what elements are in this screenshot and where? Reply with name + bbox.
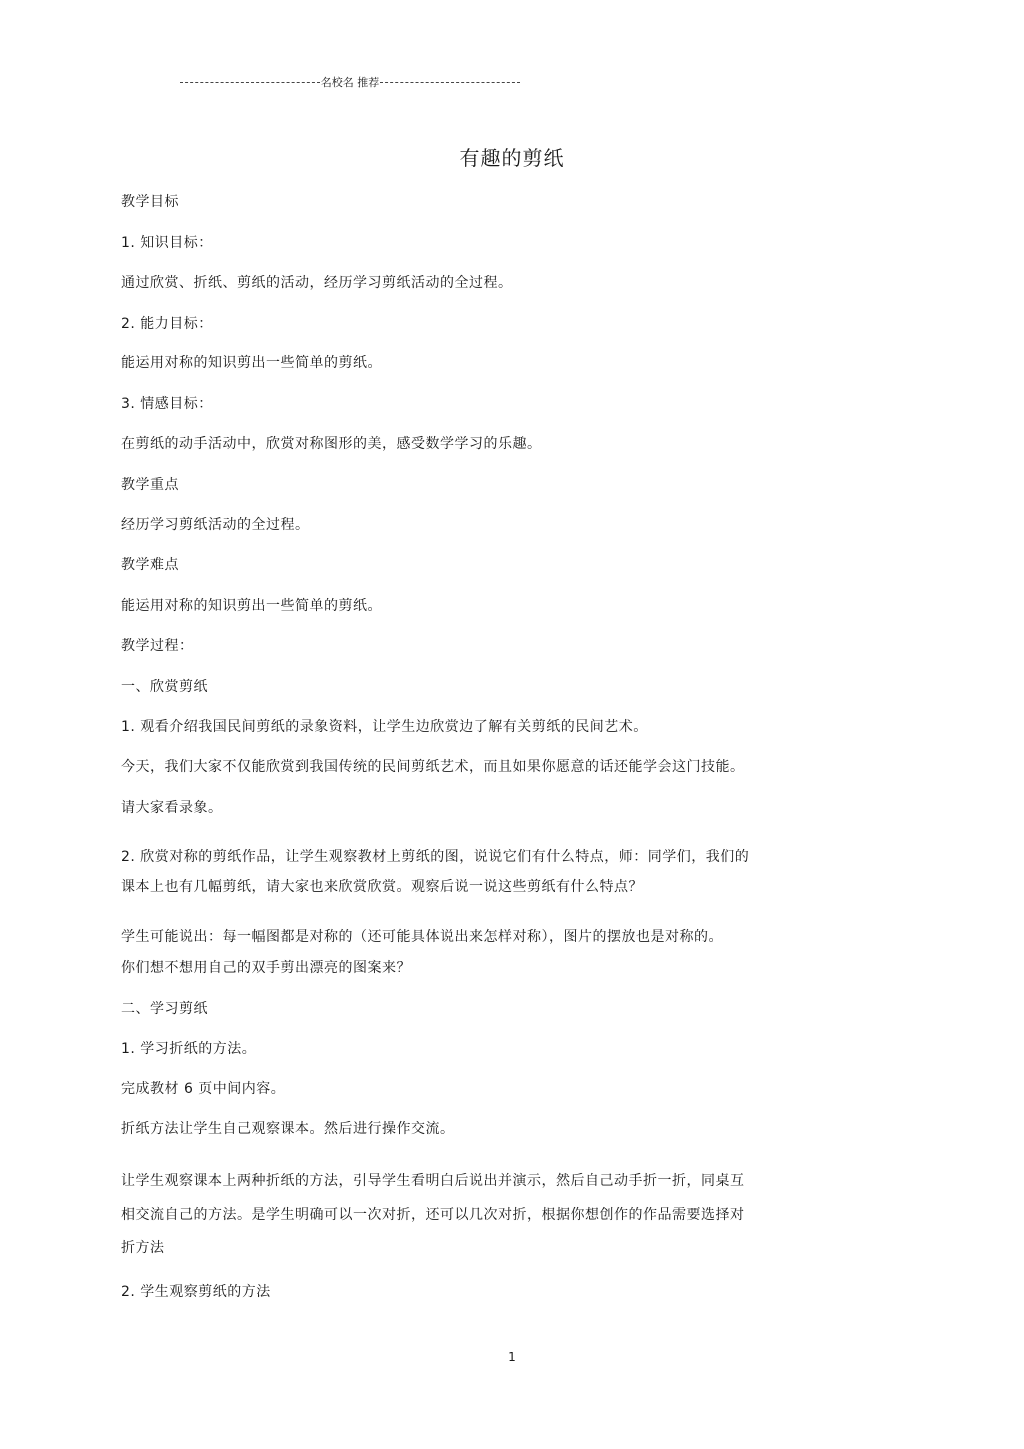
text-line: 今天，我们大家不仅能欣赏到我国传统的民间剪纸艺术，而且如果你愿意的话还能学会这门技能。 [121,759,745,775]
section-heading: 二、学习剪纸 [121,1001,208,1017]
header-dash-right [380,82,520,83]
heading-objectives: 教学目标 [121,194,179,210]
header-text: 名校名 推荐 [320,76,380,89]
text-line: 相交流自己的方法。是学生明确可以一次对折，还可以几次对折，根据你想创作的作品需要选择对 [121,1207,745,1223]
text-line: 完成教材 6 页中间内容。 [121,1081,286,1097]
text-line: 1. 知识目标： [121,235,213,251]
text-line: 学生可能说出：每一幅图都是对称的（还可能具体说出来怎样对称），图片的摆放也是对称的。 [121,929,723,945]
heading-key-points: 教学重点 [121,477,179,493]
text-line: 1. 学习折纸的方法。 [121,1041,257,1057]
text-line: 2. 欣赏对称的剪纸作品，让学生观察教材上剪纸的图，说说它们有什么特点，师：同学们，我们的 [121,849,750,865]
section-heading: 一、欣赏剪纸 [121,679,208,695]
text-line: 通过欣赏、折纸、剪纸的活动，经历学习剪纸活动的全过程。 [121,275,513,291]
heading-difficulties: 教学难点 [121,557,179,573]
header-dash-left [180,82,320,83]
text-line: 让学生观察课本上两种折纸的方法，引导学生看明白后说出并演示，然后自己动手折一折，同桌互 [121,1173,745,1189]
text-line: 请大家看录象。 [121,800,223,816]
page-number: 1 [508,1350,516,1364]
text-line: 课本上也有几幅剪纸，请大家也来欣赏欣赏。观察后说一说这些剪纸有什么特点？ [121,879,643,895]
text-line: 3. 情感目标： [121,396,213,412]
heading-process: 教学过程： [121,638,194,654]
text-line: 在剪纸的动手活动中，欣赏对称图形的美，感受数学学习的乐趣。 [121,436,542,452]
text-line: 折纸方法让学生自己观察课本。然后进行操作交流。 [121,1121,455,1137]
text-line: 2. 学生观察剪纸的方法 [121,1284,271,1300]
text-line: 折方法 [121,1240,165,1256]
page-title: 有趣的剪纸 [459,146,565,170]
text-line: 能运用对称的知识剪出一些简单的剪纸。 [121,355,382,371]
text-line: 1. 观看介绍我国民间剪纸的录象资料，让学生边欣赏边了解有关剪纸的民间艺术。 [121,719,648,735]
text-line: 2. 能力目标： [121,316,213,332]
page-header [180,74,520,90]
text-line: 经历学习剪纸活动的全过程。 [121,517,310,533]
text-line: 你们想不想用自己的双手剪出漂亮的图案来？ [121,960,411,976]
text-line: 能运用对称的知识剪出一些简单的剪纸。 [121,598,382,614]
